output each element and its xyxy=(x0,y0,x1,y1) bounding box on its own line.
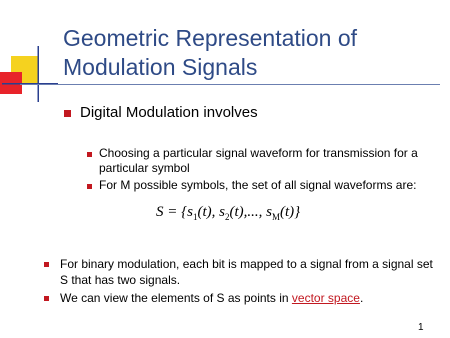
sub-bullet-marker xyxy=(87,184,92,189)
page-number: 1 xyxy=(418,322,424,333)
equation-sM-index: M xyxy=(272,212,281,222)
bullet-vector-space xyxy=(60,290,440,306)
bullet-marker xyxy=(64,110,71,117)
deco-vertical-line xyxy=(38,46,40,102)
bullet-digital-modulation: Digital Modulation involves xyxy=(80,104,258,121)
title-divider xyxy=(20,84,440,85)
equation-s1-arg: (t), xyxy=(197,204,220,220)
equation-s1-index: 1 xyxy=(192,212,198,222)
sub-bullet-m-symbols: For M possible symbols, the set of all signal waveforms are: xyxy=(99,178,417,192)
vector-space-prefix: We can view the elements of S as points in xyxy=(60,291,292,305)
equation-s2-arg: (t),..., xyxy=(229,204,267,220)
vector-space-link[interactable]: vector space xyxy=(291,291,360,305)
sub-bullet-choosing-waveform: Choosing a particular signal waveform for transmission for a particular symbol xyxy=(99,146,418,175)
signal-set-equation xyxy=(156,203,300,226)
slide-title: Geometric Representation of Modulation Signals xyxy=(63,25,358,80)
equation-sM-arg: (t)} xyxy=(280,204,301,220)
equation-s2-index: 2 xyxy=(224,212,230,222)
equation-s1: s xyxy=(187,204,193,220)
decorative-squares xyxy=(0,0,60,110)
sub-bullet-marker xyxy=(87,152,92,157)
equation-lhs: S = { xyxy=(156,204,188,220)
bullet-marker xyxy=(44,296,49,301)
equation-sM: s xyxy=(266,204,272,220)
bullet-binary-modulation: For binary modulation, each bit is mapped to a signal from a signal set S that has two signals. xyxy=(60,257,433,287)
bullet-marker xyxy=(44,262,49,267)
equation-s2: s xyxy=(219,204,225,220)
vector-space-suffix: . xyxy=(359,291,364,305)
